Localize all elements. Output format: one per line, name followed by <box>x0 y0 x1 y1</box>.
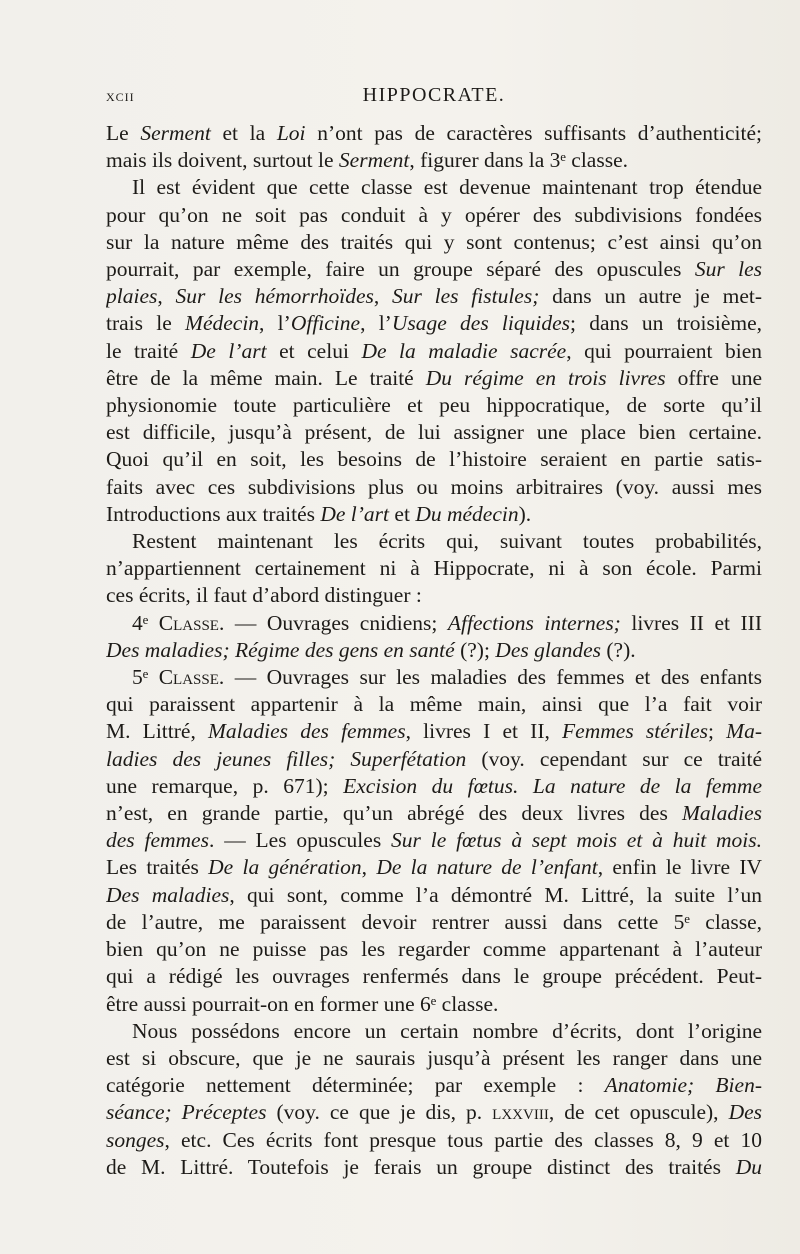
text-segment: pourrait, par exemple, faire un groupe séparé des opuscules <box>106 257 695 282</box>
text-segment: mais ils doivent, surtout le <box>106 148 339 173</box>
italic-text: De l’art <box>320 501 390 526</box>
text-line <box>106 256 762 283</box>
text-segment: dans un autre je met- <box>539 284 762 309</box>
text-line <box>106 528 762 555</box>
text-segment: (?). <box>601 637 636 662</box>
text-line <box>106 147 762 174</box>
italic-text: Excision du fœtus. La nature de la femme <box>343 773 762 798</box>
text-segment: Restent maintenant les écrits qui, suivant toutes probabilités, <box>132 529 762 554</box>
text-segment: Quoi qu’il en soit, les besoins de l’histoire seraient en partie satis- <box>106 447 762 472</box>
text-segment: de l’autre, me paraissent devoir rentrer aussi dans cette 5ᵉ classe, <box>106 909 762 934</box>
text-segment: , livres I et II, <box>405 719 563 744</box>
text-segment: , de cet opuscule), <box>548 1100 729 1125</box>
text-segment: ). <box>518 501 532 526</box>
text-segment: catégorie nettement déterminée; par exemple : <box>106 1073 605 1098</box>
text-segment: et celui <box>266 338 362 363</box>
text-line <box>106 474 762 501</box>
text-line <box>106 1154 762 1181</box>
text-segment: faits avec ces subdivisions plus ou moins arbitraires (voy. aussi mes <box>106 474 762 499</box>
italic-text: Usage des liquides <box>391 311 571 336</box>
text-segment: et la <box>210 121 277 145</box>
text-segment: ; dans un troisième, <box>570 311 762 336</box>
text-segment: est si obscure, que je ne saurais jusqu’à présent les ranger dans une <box>106 1045 762 1070</box>
text-segment: , l’ <box>360 311 392 336</box>
text-segment: , <box>373 284 393 309</box>
text-segment: de M. Littré. Toutefois je ferais un groupe distinct des traités <box>106 1154 736 1179</box>
italic-text: De la génération <box>208 855 362 880</box>
italic-text: séance; Préceptes <box>106 1100 267 1125</box>
text-segment: une remarque, p. 671); <box>106 773 344 798</box>
text-line <box>106 1018 762 1045</box>
text-segment: , etc. Ces écrits font presque tous partie des classes 8, 9 et 10 <box>164 1127 762 1152</box>
text-line <box>106 800 762 827</box>
text-line <box>106 202 762 229</box>
italic-text: De l’art <box>190 338 267 363</box>
text-segment: (voy. cependant sur ce traité <box>466 746 762 771</box>
text-line <box>106 1127 762 1154</box>
text-segment: être de la même main. Le traité <box>106 365 426 390</box>
italic-text: Femmes stériles <box>562 719 708 744</box>
text-line <box>106 120 762 147</box>
italic-text: Affections internes; <box>447 610 621 635</box>
text-line <box>106 582 762 609</box>
text-segment: , l’ <box>259 311 291 336</box>
text-segment: n’est, en grande partie, qu’un abrégé des deux livres des <box>106 801 682 826</box>
text-line <box>106 718 762 745</box>
text-line <box>106 882 762 909</box>
text-line <box>106 283 762 310</box>
text-segment: Introductions aux traités <box>106 501 321 526</box>
text-segment: Il est évident que cette classe est devenue maintenant trop étendue <box>132 175 762 200</box>
text-segment: (voy. ce que je dis, p. <box>266 1100 493 1125</box>
text-segment: Les traités <box>106 855 209 880</box>
text-line <box>106 338 762 365</box>
text-line <box>106 936 762 963</box>
text-segment: offre une <box>665 365 762 390</box>
text-segment: , <box>361 855 377 880</box>
text-line <box>106 854 762 881</box>
text-segment: pour qu’on ne soit pas conduit à y opérer des subdivisions fondées <box>106 202 762 227</box>
text-segment: physionomie toute particulière et peu hippocratique, de sorte qu’il <box>106 393 762 418</box>
italic-text: Serment <box>338 148 410 173</box>
italic-text: des femmes <box>106 828 209 853</box>
text-segment: sur la nature même des traités qui y sont contenus; c’est ainsi qu’on <box>106 229 762 254</box>
text-line <box>106 610 762 637</box>
text-segment: qui a rédigé les ouvrages renfermés dans le groupe précédent. Peut- <box>106 964 762 989</box>
text-segment: bien qu’on ne puisse pas les regarder comme appartenant à l’auteur <box>106 937 762 962</box>
italic-text: Du régime en trois livres <box>425 365 666 390</box>
italic-text: Des maladies <box>106 882 230 907</box>
small-caps-text: Classe <box>158 610 219 635</box>
italic-text: Des <box>728 1100 762 1125</box>
text-line <box>106 419 762 446</box>
italic-text: Sur le fœtus à sept mois et à huit mois. <box>391 828 762 853</box>
text-segment: . — Les opuscules <box>208 828 392 853</box>
text-segment: est difficile, jusqu’à présent, de lui assigner une place bien certaine. <box>106 420 762 445</box>
italic-text: Anatomie; Bien- <box>604 1073 762 1098</box>
text-segment: . — Ouvrages sur les maladies des femmes et des enfants <box>218 665 762 690</box>
italic-text: Des maladies; Régime des gens en santé <box>106 637 455 662</box>
text-segment: trais le <box>106 311 186 336</box>
text-line <box>106 637 762 664</box>
italic-text: Du <box>735 1154 762 1179</box>
italic-text: De la maladie sacrée <box>361 338 567 363</box>
text-segment: n’ont pas de caractères suffisants d’authenticité; <box>305 121 762 145</box>
text-segment: être aussi pourrait-on en former une 6ᵉ classe. <box>106 991 499 1016</box>
text-segment: et <box>389 501 416 526</box>
text-line <box>106 229 762 256</box>
text-line <box>106 963 762 990</box>
text-segment: ces écrits, il faut d’abord distinguer : <box>106 583 422 608</box>
small-caps-text: Classe <box>158 665 219 690</box>
text-segment: M. Littré, <box>106 719 209 744</box>
italic-text: Loi <box>276 121 306 145</box>
page-header <box>106 84 762 114</box>
page-number: xcii <box>106 86 135 105</box>
italic-text: Sur les <box>694 257 762 282</box>
text-segment: le traité <box>106 338 191 363</box>
text-segment: , qui sont, comme l’a démontré M. Littré, la suite l’un <box>229 882 762 907</box>
italic-text: Sur les fistules; <box>392 284 540 309</box>
text-line <box>106 365 762 392</box>
text-line <box>106 446 762 473</box>
text-segment: n’appartiennent certainement ni à Hippocrate, ni à son école. Parmi <box>106 556 762 581</box>
text-line <box>106 501 762 528</box>
italic-text: De la nature de l’enfant <box>376 855 598 880</box>
italic-text: Du médecin <box>415 501 519 526</box>
italic-text: Ma- <box>726 719 762 744</box>
text-line <box>106 664 762 691</box>
text-line <box>106 746 762 773</box>
body-text <box>106 120 762 1181</box>
text-segment: , <box>157 284 176 309</box>
text-line <box>106 310 762 337</box>
italic-text: Sur les hémorrhoïdes <box>175 284 374 309</box>
italic-text: Médecin <box>185 311 260 336</box>
italic-text: plaies <box>106 284 158 309</box>
italic-text: Serment <box>140 121 211 145</box>
text-line <box>106 174 762 201</box>
text-line <box>106 691 762 718</box>
text-line <box>106 773 762 800</box>
text-line <box>106 1045 762 1072</box>
text-line <box>106 1072 762 1099</box>
text-line <box>106 827 762 854</box>
italic-text: Officine <box>290 311 361 336</box>
text-segment: Nous possédons encore un certain nombre d’écrits, dont l’origine <box>132 1018 762 1043</box>
text-line <box>106 392 762 419</box>
running-title: HIPPOCRATE. <box>362 84 506 106</box>
text-segment: Le <box>106 121 141 145</box>
text-segment: , enfin le livre IV <box>597 855 762 880</box>
italic-text: songes <box>106 1127 165 1152</box>
italic-text: Maladies <box>681 801 762 826</box>
text-line <box>106 1099 762 1126</box>
text-segment: , qui pourraient bien <box>566 338 762 363</box>
text-line <box>106 555 762 582</box>
text-segment: , figurer dans la 3ᵉ classe. <box>409 148 629 173</box>
text-segment: qui paraissent appartenir à la même main, ainsi que l’a fait voir <box>106 692 762 717</box>
text-line <box>106 909 762 936</box>
text-segment: (?); <box>454 637 496 662</box>
small-caps-text: lxxviii <box>492 1100 549 1125</box>
text-segment: livres II et III <box>620 610 762 635</box>
text-line <box>106 991 762 1018</box>
italic-text: Des glandes <box>495 637 601 662</box>
text-segment: ; <box>708 719 727 744</box>
text-segment: 4ᵉ <box>132 610 159 635</box>
text-segment: 5ᵉ <box>132 665 159 690</box>
italic-text: Maladies des femmes <box>208 719 406 744</box>
text-segment: . — Ouvrages cnidiens; <box>218 610 448 635</box>
italic-text: ladies des jeunes filles; Superfétation <box>106 746 467 771</box>
